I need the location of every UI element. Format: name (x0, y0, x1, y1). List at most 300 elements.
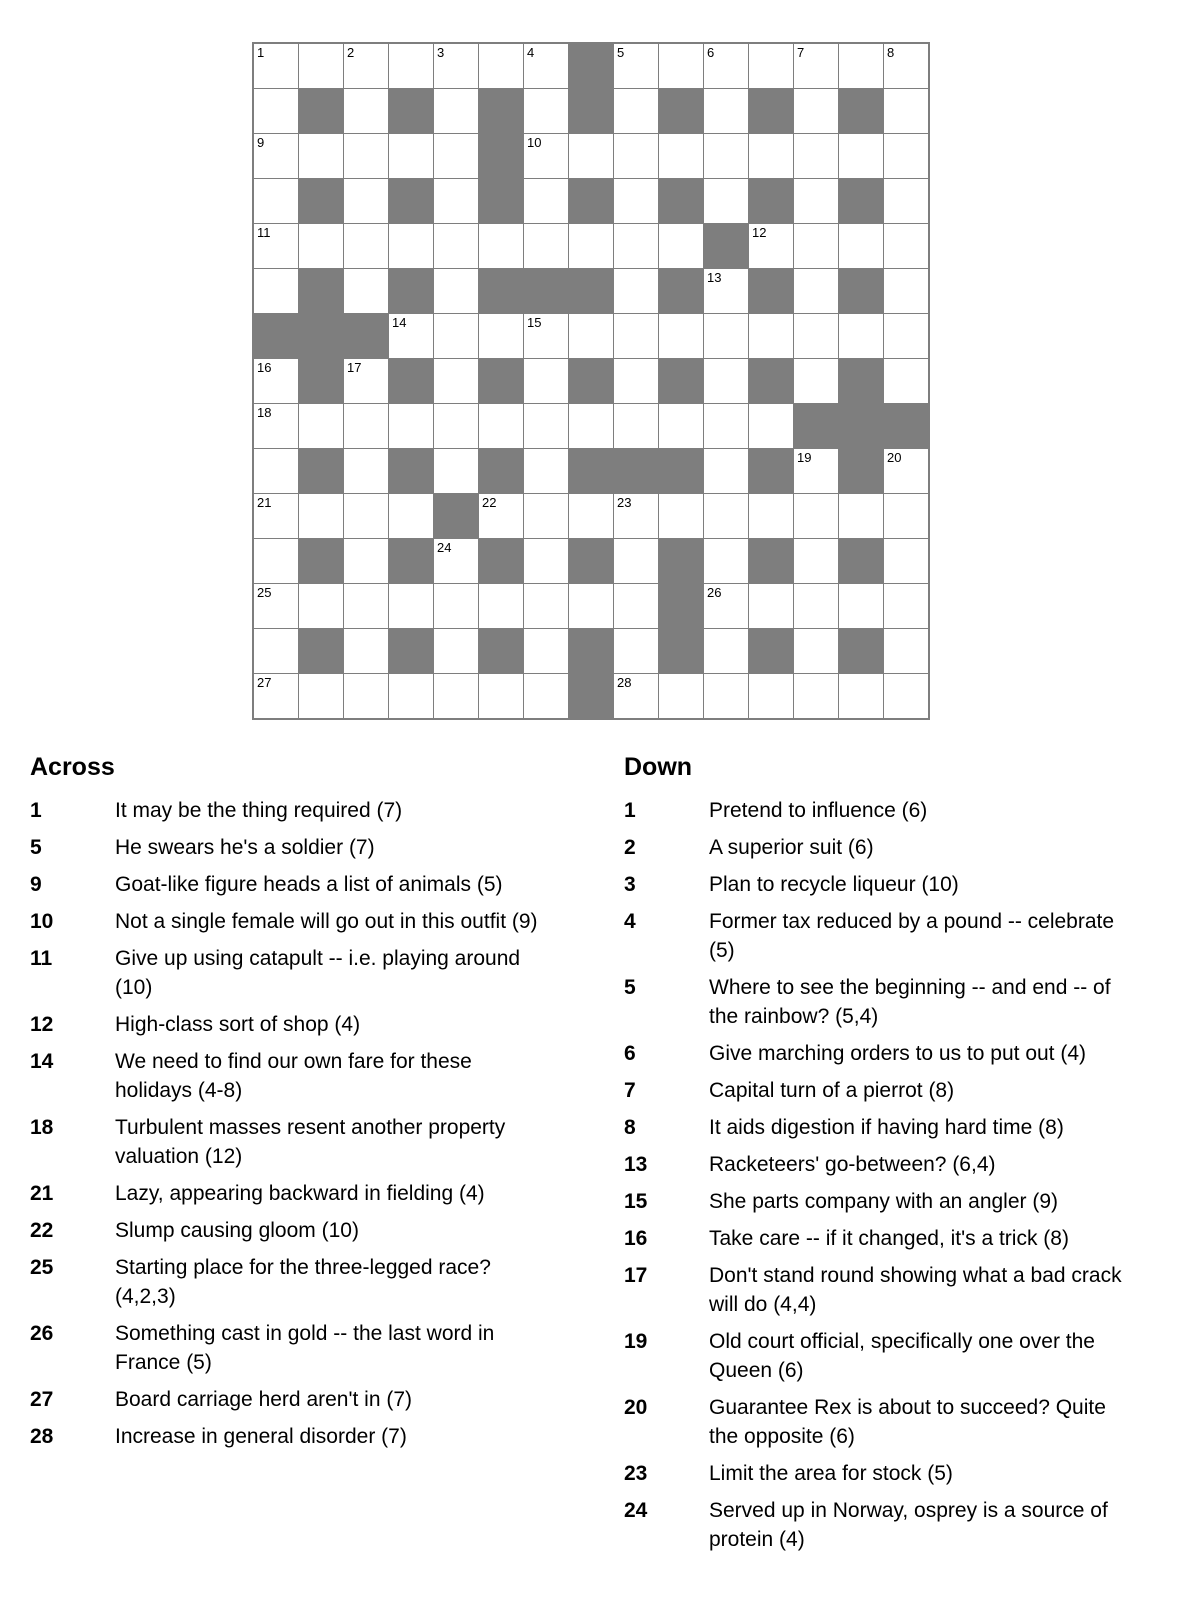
clue-across-21 (30, 1179, 550, 1208)
black-cell (659, 269, 703, 313)
white-cell[interactable] (614, 314, 658, 358)
cell-number: 10 (527, 135, 542, 150)
white-cell[interactable] (569, 584, 613, 628)
black-cell (839, 629, 883, 673)
crossword-grid (252, 42, 930, 720)
white-cell[interactable] (839, 674, 883, 718)
white-cell[interactable] (704, 359, 748, 403)
clue-down-24 (624, 1496, 1149, 1554)
white-cell[interactable] (524, 44, 568, 88)
clue-across-28 (30, 1422, 550, 1451)
white-cell[interactable] (749, 674, 793, 718)
white-cell[interactable] (794, 539, 838, 583)
black-cell (749, 179, 793, 223)
white-cell[interactable] (884, 179, 928, 223)
clue-number: 19 (624, 1330, 648, 1353)
black-cell (299, 179, 343, 223)
black-cell (299, 89, 343, 133)
white-cell[interactable] (434, 539, 478, 583)
white-cell[interactable] (479, 674, 523, 718)
white-cell[interactable] (659, 674, 703, 718)
clue-number: 15 (624, 1190, 648, 1213)
white-cell[interactable] (389, 44, 433, 88)
black-cell (479, 539, 523, 583)
white-cell[interactable] (839, 314, 883, 358)
white-cell[interactable] (434, 359, 478, 403)
white-cell[interactable] (569, 494, 613, 538)
clue-text: Pretend to influence (6) (709, 799, 928, 822)
white-cell[interactable] (794, 584, 838, 628)
clue-text: A superior suit (6) (709, 836, 874, 859)
white-cell[interactable] (659, 224, 703, 268)
white-cell[interactable] (614, 674, 658, 718)
clue-down-1 (624, 796, 1149, 825)
clue-text: It may be the thing required (7) (115, 799, 403, 822)
white-cell[interactable] (524, 629, 568, 673)
white-cell[interactable] (614, 539, 658, 583)
white-cell[interactable] (299, 494, 343, 538)
white-cell[interactable] (344, 179, 388, 223)
white-cell[interactable] (434, 404, 478, 448)
white-cell[interactable] (524, 134, 568, 178)
black-cell (704, 224, 748, 268)
white-cell[interactable] (569, 314, 613, 358)
white-cell[interactable] (254, 404, 298, 448)
cell-number: 19 (797, 450, 812, 465)
white-cell[interactable] (704, 134, 748, 178)
white-cell[interactable] (479, 494, 523, 538)
white-cell[interactable] (794, 674, 838, 718)
clue-text: Slump causing gloom (10) (115, 1219, 359, 1242)
across-header: Across (30, 753, 115, 781)
white-cell[interactable] (254, 584, 298, 628)
clue-across-26 (30, 1319, 550, 1377)
white-cell[interactable] (884, 494, 928, 538)
clue-number: 9 (30, 873, 42, 896)
cell-number: 12 (752, 225, 767, 240)
white-cell[interactable] (839, 134, 883, 178)
clue-text: Lazy, appearing backward in fielding (4) (115, 1182, 485, 1205)
clue-text: Old court official, specifically one over the Queen (6) (709, 1330, 1095, 1382)
clue-number: 11 (30, 947, 53, 970)
white-cell[interactable] (704, 44, 748, 88)
cell-number: 21 (257, 495, 272, 510)
clue-across-5 (30, 833, 550, 862)
white-cell[interactable] (614, 269, 658, 313)
clue-text: Limit the area for stock (5) (709, 1462, 953, 1485)
clue-down-6 (624, 1039, 1149, 1068)
black-cell (839, 179, 883, 223)
black-cell (839, 359, 883, 403)
white-cell[interactable] (434, 224, 478, 268)
white-cell[interactable] (299, 404, 343, 448)
white-cell[interactable] (389, 494, 433, 538)
white-cell[interactable] (884, 359, 928, 403)
black-cell (299, 269, 343, 313)
clue-text: Turbulent masses resent another property valuation (12) (115, 1116, 506, 1168)
white-cell[interactable] (704, 584, 748, 628)
white-cell[interactable] (704, 629, 748, 673)
white-cell[interactable] (569, 224, 613, 268)
white-cell[interactable] (254, 539, 298, 583)
white-cell[interactable] (569, 404, 613, 448)
white-cell[interactable] (749, 134, 793, 178)
clue-across-25 (30, 1253, 550, 1311)
clue-text: He swears he's a soldier (7) (115, 836, 375, 859)
white-cell[interactable] (794, 314, 838, 358)
white-cell[interactable] (569, 134, 613, 178)
clue-text: Give up using catapult -- i.e. playing around (10) (115, 947, 521, 999)
white-cell[interactable] (884, 449, 928, 493)
black-cell (569, 269, 613, 313)
white-cell[interactable] (704, 674, 748, 718)
black-cell (839, 539, 883, 583)
clue-across-10 (30, 907, 550, 936)
black-cell (569, 674, 613, 718)
black-cell (389, 269, 433, 313)
cell-number: 11 (257, 225, 271, 240)
black-cell (569, 179, 613, 223)
black-cell (479, 269, 523, 313)
white-cell[interactable] (524, 584, 568, 628)
white-cell[interactable] (794, 359, 838, 403)
white-cell[interactable] (479, 44, 523, 88)
cell-number: 2 (347, 45, 355, 60)
white-cell[interactable] (389, 584, 433, 628)
white-cell[interactable] (884, 314, 928, 358)
white-cell[interactable] (839, 494, 883, 538)
black-cell (389, 179, 433, 223)
clue-down-3 (624, 870, 1149, 899)
white-cell[interactable] (659, 134, 703, 178)
white-cell[interactable] (524, 224, 568, 268)
black-cell (749, 269, 793, 313)
clue-across-22 (30, 1216, 550, 1245)
clue-across-9 (30, 870, 550, 899)
black-cell (659, 449, 703, 493)
white-cell[interactable] (344, 629, 388, 673)
clue-number: 24 (624, 1499, 648, 1522)
white-cell[interactable] (794, 629, 838, 673)
white-cell[interactable] (704, 539, 748, 583)
clue-across-14 (30, 1047, 550, 1105)
white-cell[interactable] (794, 179, 838, 223)
white-cell[interactable] (614, 359, 658, 403)
white-cell[interactable] (704, 494, 748, 538)
black-cell (389, 539, 433, 583)
cell-number: 26 (707, 585, 722, 600)
clue-down-7 (624, 1076, 1149, 1105)
white-cell[interactable] (389, 404, 433, 448)
white-cell[interactable] (524, 359, 568, 403)
white-cell[interactable] (524, 404, 568, 448)
clue-text: Served up in Norway, osprey is a source of protein (4) (709, 1499, 1108, 1551)
black-cell (569, 359, 613, 403)
clue-text: It aids digestion if having hard time (8) (709, 1116, 1064, 1139)
cell-number: 20 (887, 450, 902, 465)
clue-across-1 (30, 796, 550, 825)
white-cell[interactable] (254, 449, 298, 493)
black-cell (299, 629, 343, 673)
white-cell[interactable] (299, 44, 343, 88)
clue-text: Starting place for the three-legged race? (4,2,3) (115, 1256, 491, 1308)
white-cell[interactable] (254, 674, 298, 718)
black-cell (839, 404, 883, 448)
white-cell[interactable] (659, 44, 703, 88)
white-cell[interactable] (884, 629, 928, 673)
white-cell[interactable] (614, 584, 658, 628)
white-cell[interactable] (389, 674, 433, 718)
cell-number: 1 (257, 45, 265, 60)
clue-number: 8 (624, 1116, 636, 1139)
white-cell[interactable] (614, 134, 658, 178)
white-cell[interactable] (344, 404, 388, 448)
clue-number: 14 (30, 1050, 54, 1073)
white-cell[interactable] (254, 269, 298, 313)
black-cell (479, 449, 523, 493)
white-cell[interactable] (524, 494, 568, 538)
black-cell (659, 179, 703, 223)
white-cell[interactable] (839, 44, 883, 88)
white-cell[interactable] (524, 449, 568, 493)
clue-text: Something cast in gold -- the last word in France (5) (115, 1322, 495, 1374)
clue-across-12 (30, 1010, 550, 1039)
clue-down-4 (624, 907, 1149, 965)
white-cell[interactable] (344, 224, 388, 268)
cell-number: 22 (482, 495, 497, 510)
black-cell (659, 629, 703, 673)
clue-text: Capital turn of a pierrot (8) (709, 1079, 955, 1102)
white-cell[interactable] (479, 584, 523, 628)
white-cell[interactable] (884, 224, 928, 268)
white-cell[interactable] (434, 314, 478, 358)
clue-text: We need to find our own fare for these holidays (4-8) (115, 1050, 472, 1102)
clue-number: 27 (30, 1388, 54, 1411)
white-cell[interactable] (479, 404, 523, 448)
black-cell (749, 449, 793, 493)
white-cell[interactable] (254, 224, 298, 268)
white-cell[interactable] (614, 179, 658, 223)
white-cell[interactable] (299, 224, 343, 268)
clue-down-16 (624, 1224, 1149, 1253)
black-cell (659, 584, 703, 628)
white-cell[interactable] (614, 44, 658, 88)
white-cell[interactable] (794, 44, 838, 88)
white-cell[interactable] (254, 494, 298, 538)
cell-number: 15 (527, 315, 542, 330)
white-cell[interactable] (794, 89, 838, 133)
white-cell[interactable] (749, 314, 793, 358)
white-cell[interactable] (524, 314, 568, 358)
black-cell (749, 629, 793, 673)
white-cell[interactable] (839, 224, 883, 268)
white-cell[interactable] (749, 494, 793, 538)
white-cell[interactable] (389, 134, 433, 178)
white-cell[interactable] (344, 539, 388, 583)
clue-down-8 (624, 1113, 1149, 1142)
black-cell (749, 89, 793, 133)
white-cell[interactable] (434, 134, 478, 178)
black-cell (299, 449, 343, 493)
black-cell (389, 449, 433, 493)
cell-number: 27 (257, 675, 272, 690)
white-cell[interactable] (254, 89, 298, 133)
cell-number: 4 (527, 45, 535, 60)
black-cell (569, 89, 613, 133)
white-cell[interactable] (749, 404, 793, 448)
clue-text: Give marching orders to us to put out (4) (709, 1042, 1087, 1065)
white-cell[interactable] (434, 584, 478, 628)
black-cell (839, 449, 883, 493)
white-cell[interactable] (884, 134, 928, 178)
white-cell[interactable] (614, 629, 658, 673)
clue-down-15 (624, 1187, 1149, 1216)
clue-number: 2 (624, 836, 636, 859)
black-cell (479, 179, 523, 223)
white-cell[interactable] (524, 89, 568, 133)
white-cell[interactable] (434, 449, 478, 493)
white-cell[interactable] (254, 179, 298, 223)
white-cell[interactable] (794, 224, 838, 268)
white-cell[interactable] (299, 584, 343, 628)
white-cell[interactable] (254, 44, 298, 88)
white-cell[interactable] (614, 404, 658, 448)
white-cell[interactable] (704, 404, 748, 448)
black-cell (749, 359, 793, 403)
white-cell[interactable] (614, 89, 658, 133)
white-cell[interactable] (749, 584, 793, 628)
down-clue-list (624, 796, 1149, 1554)
cell-number: 3 (437, 45, 445, 60)
white-cell[interactable] (704, 179, 748, 223)
black-cell (659, 539, 703, 583)
clue-number: 5 (624, 976, 636, 999)
white-cell[interactable] (614, 224, 658, 268)
white-cell[interactable] (389, 224, 433, 268)
clue-text: Where to see the beginning -- and end -- of the rainbow? (5,4) (709, 976, 1111, 1028)
white-cell[interactable] (344, 674, 388, 718)
across-clues-section (30, 752, 550, 1459)
black-cell (434, 494, 478, 538)
white-cell[interactable] (434, 629, 478, 673)
white-cell[interactable] (434, 44, 478, 88)
white-cell[interactable] (344, 269, 388, 313)
cell-number: 9 (257, 135, 265, 150)
clue-text: Increase in general disorder (7) (115, 1425, 407, 1448)
clue-text: Not a single female will go out in this outfit (9) (115, 910, 538, 933)
clue-number: 22 (30, 1219, 54, 1242)
white-cell[interactable] (884, 674, 928, 718)
black-cell (344, 314, 388, 358)
clue-number: 13 (624, 1153, 648, 1176)
clue-number: 20 (624, 1396, 648, 1419)
black-cell (614, 449, 658, 493)
cell-number: 14 (392, 315, 407, 330)
white-cell[interactable] (434, 179, 478, 223)
black-cell (884, 404, 928, 448)
white-cell[interactable] (659, 314, 703, 358)
white-cell[interactable] (704, 89, 748, 133)
white-cell[interactable] (524, 674, 568, 718)
white-cell[interactable] (254, 359, 298, 403)
clue-text: Guarantee Rex is about to succeed? Quite the opposite (6) (709, 1396, 1106, 1448)
white-cell[interactable] (299, 134, 343, 178)
white-cell[interactable] (659, 494, 703, 538)
white-cell[interactable] (299, 674, 343, 718)
clue-text: Don't stand round showing what a bad crack will do (4,4) (709, 1264, 1122, 1316)
white-cell[interactable] (479, 314, 523, 358)
black-cell (569, 449, 613, 493)
white-cell[interactable] (704, 314, 748, 358)
white-cell[interactable] (749, 224, 793, 268)
black-cell (794, 404, 838, 448)
cell-number: 24 (437, 540, 452, 555)
clue-number: 6 (624, 1042, 636, 1065)
white-cell[interactable] (794, 494, 838, 538)
white-cell[interactable] (884, 89, 928, 133)
white-cell[interactable] (434, 674, 478, 718)
white-cell[interactable] (524, 539, 568, 583)
white-cell[interactable] (749, 44, 793, 88)
clue-number: 12 (30, 1013, 54, 1036)
black-cell (479, 89, 523, 133)
clue-text: Racketeers' go-between? (6,4) (709, 1153, 996, 1176)
white-cell[interactable] (884, 44, 928, 88)
clue-across-11 (30, 944, 550, 1002)
white-cell[interactable] (344, 584, 388, 628)
clue-down-17 (624, 1261, 1149, 1319)
cell-number: 7 (797, 45, 805, 60)
black-cell (659, 359, 703, 403)
white-cell[interactable] (434, 89, 478, 133)
white-cell[interactable] (479, 224, 523, 268)
black-cell (839, 89, 883, 133)
white-cell[interactable] (839, 584, 883, 628)
black-cell (569, 629, 613, 673)
white-cell[interactable] (344, 134, 388, 178)
white-cell[interactable] (704, 269, 748, 313)
white-cell[interactable] (344, 44, 388, 88)
white-cell[interactable] (434, 269, 478, 313)
cell-number: 5 (617, 45, 625, 60)
white-cell[interactable] (344, 449, 388, 493)
white-cell[interactable] (344, 359, 388, 403)
white-cell[interactable] (794, 269, 838, 313)
white-cell[interactable] (254, 629, 298, 673)
white-cell[interactable] (344, 494, 388, 538)
white-cell[interactable] (254, 134, 298, 178)
white-cell[interactable] (344, 89, 388, 133)
clue-down-20 (624, 1393, 1149, 1451)
white-cell[interactable] (884, 269, 928, 313)
white-cell[interactable] (704, 449, 748, 493)
clue-across-27 (30, 1385, 550, 1414)
white-cell[interactable] (659, 404, 703, 448)
white-cell[interactable] (884, 584, 928, 628)
black-cell (299, 359, 343, 403)
white-cell[interactable] (389, 314, 433, 358)
clue-number: 21 (30, 1182, 54, 1205)
black-cell (299, 314, 343, 358)
white-cell[interactable] (794, 134, 838, 178)
white-cell[interactable] (614, 494, 658, 538)
white-cell[interactable] (794, 449, 838, 493)
black-cell (569, 44, 613, 88)
clue-text: Former tax reduced by a pound -- celebrate (5) (709, 910, 1115, 962)
white-cell[interactable] (884, 539, 928, 583)
white-cell[interactable] (524, 179, 568, 223)
clue-number: 7 (624, 1079, 636, 1102)
